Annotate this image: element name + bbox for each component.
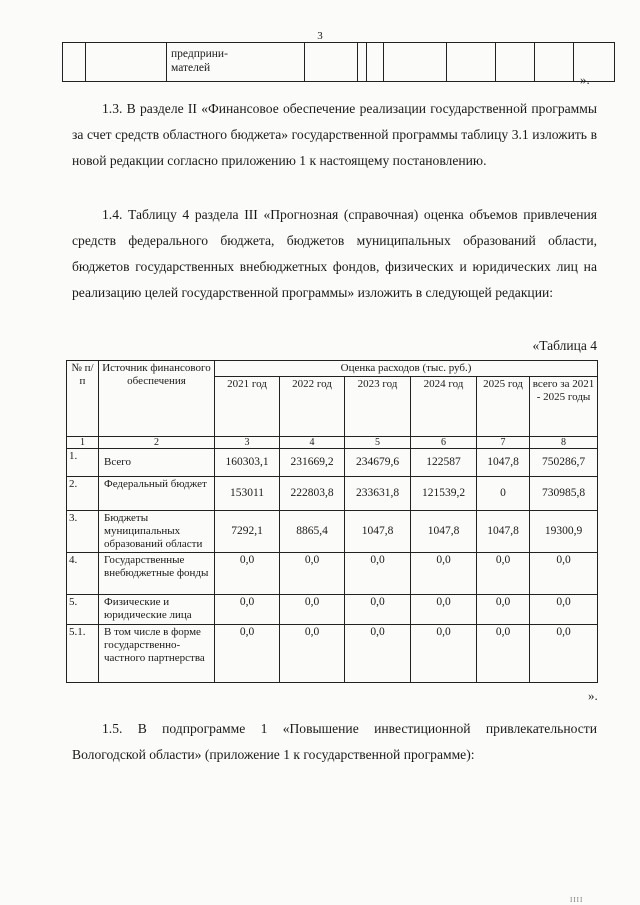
row-num: 4. (67, 553, 99, 595)
cell-value: 0,0 (411, 553, 477, 595)
cell-value: 0 (477, 477, 530, 511)
cell-value: 0,0 (280, 595, 345, 625)
table-row (67, 449, 598, 477)
cell-value: 1047,8 (345, 511, 411, 553)
cell-value: 0,0 (477, 553, 530, 595)
row-num: 2. (67, 477, 99, 511)
row-source: Физические и юридические лица (99, 595, 215, 625)
column-number: 1 (67, 437, 99, 449)
cell-value: 0,0 (215, 553, 280, 595)
cell-value: 0,0 (345, 553, 411, 595)
header-total: всего за 2021 - 2025 годы (530, 377, 598, 437)
cell-value: 121539,2 (411, 477, 477, 511)
cell-value: 0,0 (411, 625, 477, 683)
paragraph-1-4: 1.4. Таблицу 4 раздела III «Прогнозная (справочная) оценка объемов привлечения средств федерального бюджета, бюджетов муниципальных образований области, бюджетов государственных внебюджетных фондов, физических и юридических лиц на реализацию целей государственной программы» изложить в следующей редакции: (72, 207, 597, 300)
cell-value: 0,0 (477, 625, 530, 683)
row-source: В том числе в форме государственно-частного партнерства (99, 625, 215, 683)
cell-value: 153011 (215, 477, 280, 511)
cell-value: 1047,8 (477, 511, 530, 553)
cell-value: 0,0 (530, 553, 598, 595)
table-row (67, 625, 598, 683)
cell-value: 7292,1 (215, 511, 280, 553)
table-caption: «Таблица 4 (532, 338, 597, 353)
header-num: № п/п (67, 361, 99, 437)
cell-value: 0,0 (345, 595, 411, 625)
row-source: Государственные внебюджетные фонды (99, 553, 215, 595)
cell-value: 750286,7 (530, 449, 598, 477)
table-row (67, 553, 598, 595)
cell-value: 1047,8 (411, 511, 477, 553)
column-number-row (67, 437, 598, 449)
cell-value: 0,0 (215, 625, 280, 683)
row-num: 3. (67, 511, 99, 553)
cell-value: 0,0 (280, 625, 345, 683)
row-num: 5.1. (67, 625, 99, 683)
table-row (67, 511, 598, 553)
cell-value: 0,0 (477, 595, 530, 625)
cell-value: 122587 (411, 449, 477, 477)
row-source: Федеральный бюджет (99, 477, 215, 511)
cell-value: 0,0 (280, 553, 345, 595)
header-year: 2025 год (477, 377, 530, 437)
table-row (67, 477, 598, 511)
cell-value: 8865,4 (280, 511, 345, 553)
cell-value: 0,0 (530, 595, 598, 625)
row-source: Всего (99, 449, 215, 477)
column-number: 5 (345, 437, 411, 449)
fragment-end-quote: ». (580, 72, 590, 87)
previous-table-fragment (62, 42, 615, 82)
fragment-cell-text: предприни- мателей (167, 43, 305, 82)
column-number: 7 (477, 437, 530, 449)
column-number: 8 (530, 437, 598, 449)
row-source: Бюджеты муниципальных образований области (99, 511, 215, 553)
header-year: 2022 год (280, 377, 345, 437)
row-num: 1. (67, 449, 99, 477)
column-number: 4 (280, 437, 345, 449)
cell-value: 233631,8 (345, 477, 411, 511)
header-year: 2021 год (215, 377, 280, 437)
header-source: Источник финансового обеспечения (99, 361, 215, 437)
table-row (67, 595, 598, 625)
cell-value: 1047,8 (477, 449, 530, 477)
row-num: 5. (67, 595, 99, 625)
scan-mark: IIII (570, 896, 584, 904)
cell-value: 160303,1 (215, 449, 280, 477)
cell-value: 0,0 (530, 625, 598, 683)
cell-value: 0,0 (215, 595, 280, 625)
column-number: 2 (99, 437, 215, 449)
cell-value: 0,0 (345, 625, 411, 683)
paragraph-1-5: 1.5. В подпрограмме 1 «Повышение инвестиционной привлекательности Вологодской области» (приложение 1 к государственной программе): (72, 721, 597, 762)
header-year: 2023 год (345, 377, 411, 437)
cell-value: 19300,9 (530, 511, 598, 553)
table-4 (66, 360, 598, 683)
cell-value: 234679,6 (345, 449, 411, 477)
cell-value: 0,0 (411, 595, 477, 625)
column-number: 6 (411, 437, 477, 449)
column-number: 3 (215, 437, 280, 449)
cell-value: 730985,8 (530, 477, 598, 511)
paragraph-1-3: 1.3. В разделе II «Финансовое обеспечение реализации государственной программы за счет средств областного бюджета» государственной программы таблицу 3.1 изложить в новой редакции согласно приложению 1 к настоящему постановлению. (72, 101, 597, 168)
page-number: 3 (317, 30, 323, 42)
cell-value: 222803,8 (280, 477, 345, 511)
table-end-quote: ». (588, 688, 598, 703)
header-year: 2024 год (411, 377, 477, 437)
cell-value: 231669,2 (280, 449, 345, 477)
header-group: Оценка расходов (тыс. руб.) (215, 361, 598, 377)
